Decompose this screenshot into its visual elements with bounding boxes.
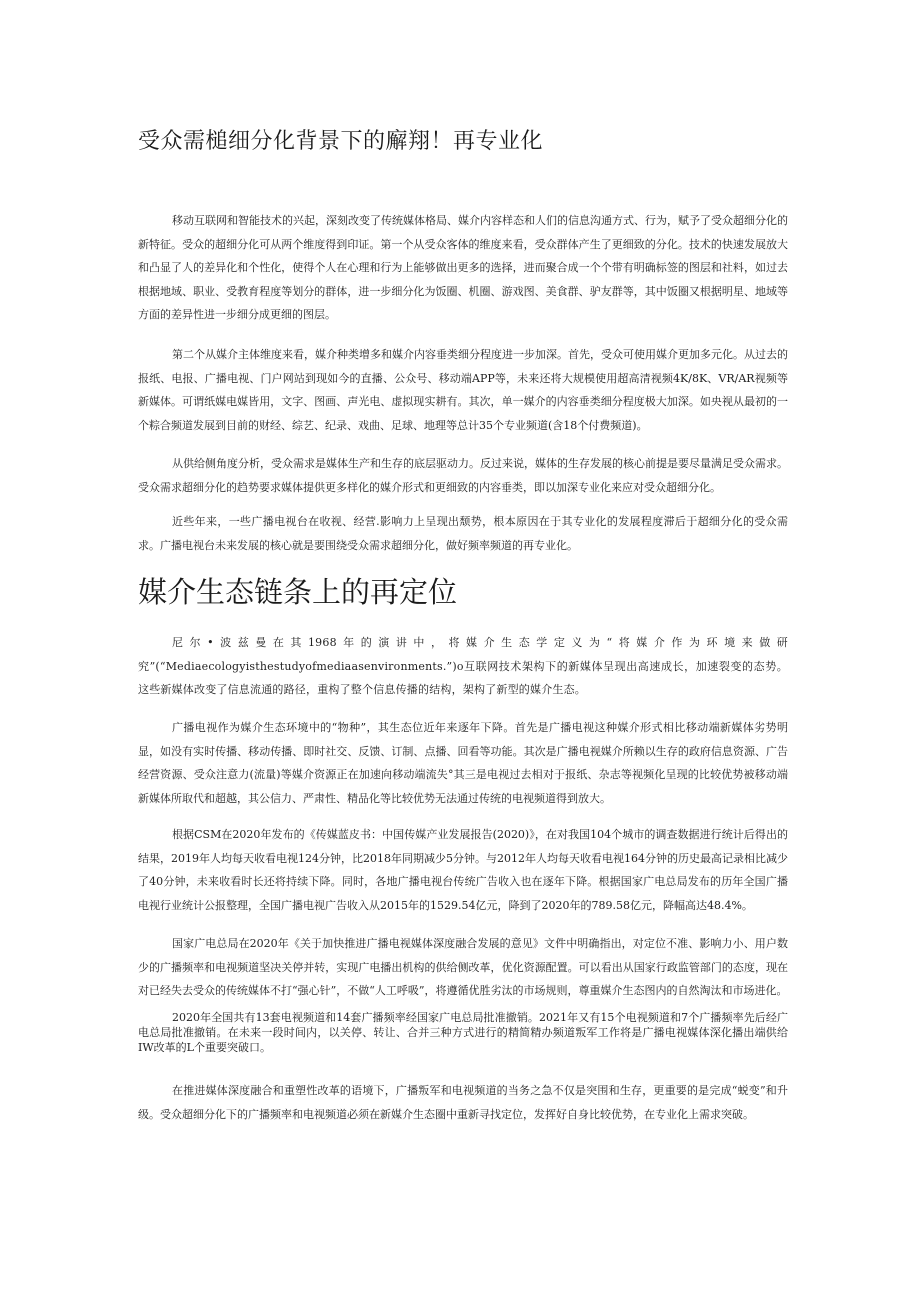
page-title: 受众需槌细分化背景下的廨翔！再专业化	[138, 128, 544, 153]
paragraph-conclusion: 在推进媒体深度融合和重塑性改革的语境下，广播叛军和电视频道的当务之急不仅是突围和生存，更重要的是完成“蜕变”和升级。受众超细分化下的广播频率和电视频道必须在新媒介生态圈中重新寻找定位，发挥好自身比较优势，在专业化上需求突破。	[138, 1084, 788, 1121]
paragraph-audience-segmentation: 移动互联网和智能技术的兴起，深刻改变了传统媒体格局、媒介内容样态和人们的信息沟通方式、行为，赋予了受众超细分化的新特征。受众的超细分化可从两个维度得到印证。第一个从受众客体的维度来看，受众群体产生了更细致的分化。技术的快速发展放大和凸显了人的差异化和个性化，使得个人在心理和行为上能够做出更多的选择，进而聚合成一个个带有明确标签的图层和社料，如过去根据地域、职业、受教育程度等划分的群体，进一步细分化为饭圈、机圈、游戏图、美食群、驴友群等，其中饭圈又根据明星、地域等方面的差异性进一步细分成更细的图层。	[138, 214, 788, 321]
paragraph-supply-side: 从供给侧角度分析，受众需求是媒体生产和生存的底层驱动力。反过来说，媒体的生存发展的核心前提是要尽量满足受众需求。受众需求超细分化的趋势要求媒体提供更多样化的媒介形式和更细致的内容垂类，即以加深专业化来应对受众超细分化。	[138, 457, 788, 494]
paragraph-recent-years: 近些年来，一些广播电视台在收视、经营.影响力上呈现出颓势，根本原因在于其专业化的发展程度滞后于超细分化的受众需求。广播电视台未来发展的核心就是要围绕受众需求超细分化，做好频率频道的再专业化。	[138, 515, 788, 552]
section-heading: 媒介生态链条上的再定位	[138, 575, 458, 609]
paragraph-nrta-opinion: 国家广电总局在2020年《关于加快推进广播电视媒体深度融合发展的意见》文件中明确指出，对定位不准、影响力小、用户数少的广播频率和电视频道坚决关停并转，实现广电播出机构的供给侧改革，优化资源配置。可以看出从国家行政监管部门的态度，现在对已经失去受众的传统媒体不打“强心针”，不做“人工呼吸”，将遵循优胜劣汰的市场规则，尊重媒介生态图内的自然淘汰和市场进化。	[138, 937, 788, 997]
paragraph-media-subject-dimension: 第二个从媒介主体维度来看，媒介种类增多和媒介内容垂类细分程度进一步加深。首先，受众可使用媒介更加多元化。从过去的报纸、电报、广播电视、门户网站到现如今的直播、公众号、移动端APP等，未来还将大规模使用超高清视频4K/8K、VR/AR视频等新媒体。可谓纸媒电媒皆用，文字、图画、声光电、虚拟现实耕有。其次，单一媒介的内容垂类细分程度极大加深。如央视从最初的一个粽合频道发展到目前的财经、综艺、纪录、戏曲、足球、地理等总计35个专业频道(含18个付费频道)。	[138, 348, 788, 432]
paragraph-channel-closures: 2020年全国共有13套电视频道和14套广播频率经国家广电总局批准撤销。2021年又有15个电视频道和7个广播频率先后经广电总局批准撤销。在未来一段时间内，以关停、转让、合并三种方式进行的精简精办频道叛军工作将是广播电视媒体深化播出端供给IW改革的L个重要突破口。	[138, 1011, 788, 1054]
paragraph-csm-report: 根据CSM在2020年发布的《传媒蓝皮书：中国传媒产业发展报告(2020)》，在对我国104个城市的调查数据进行统计后得出的结果，2019年人均每天收看电视124分钟，比2018年同期减少5分钟。与2012年人均每天收看电视164分钟的历史最高记录相比减少了40分钟，未来收看时长还将持续下降。同时，各地广播电视台传统广告收入也在逐年下降。根据国家广电总局发布的历年全国广播电视行业统计公报整理，全国广播电视广告收入从2015年的1529.54亿元，降到了2020年的789.58亿元，降幅高达48.4%。	[138, 828, 788, 912]
paragraph-media-ecology: 尼尔•波兹曼在其1968年的演讲中，将媒介生态学定义为“将媒介作为环境来做研究”(“Mediaecologyisthestudyofmediaasenvironments.”)o互联网技术架构下的新媒体呈现出高速成长，加速裂变的态势。这些新媒体改变了信息流通的路径，重构了整个信息传播的结构，架构了新型的媒介生态。	[138, 636, 788, 696]
paragraph-ecological-niche: 广播电视作为媒介生态环境中的“物种”，其生态位近年来逐年下降。首先是广播电视这种媒介形式相比移动端新媒体劣势明显，如没有实时传播、移动传播、即时社交、反馈、订制、点播、回看等功能。其次是广播电视媒介所赖以生存的政府信息资源、广告经营资源、受众注意力(流量)等媒介资源正在加速向移动端流失°其三是电视过去相对于报纸、杂志等视频化呈现的比较优势被移动端新媒体所取代和超越，其公信力、严肃性、精品化等比较优势无法通过传统的电视频道得到放大。	[138, 721, 788, 805]
